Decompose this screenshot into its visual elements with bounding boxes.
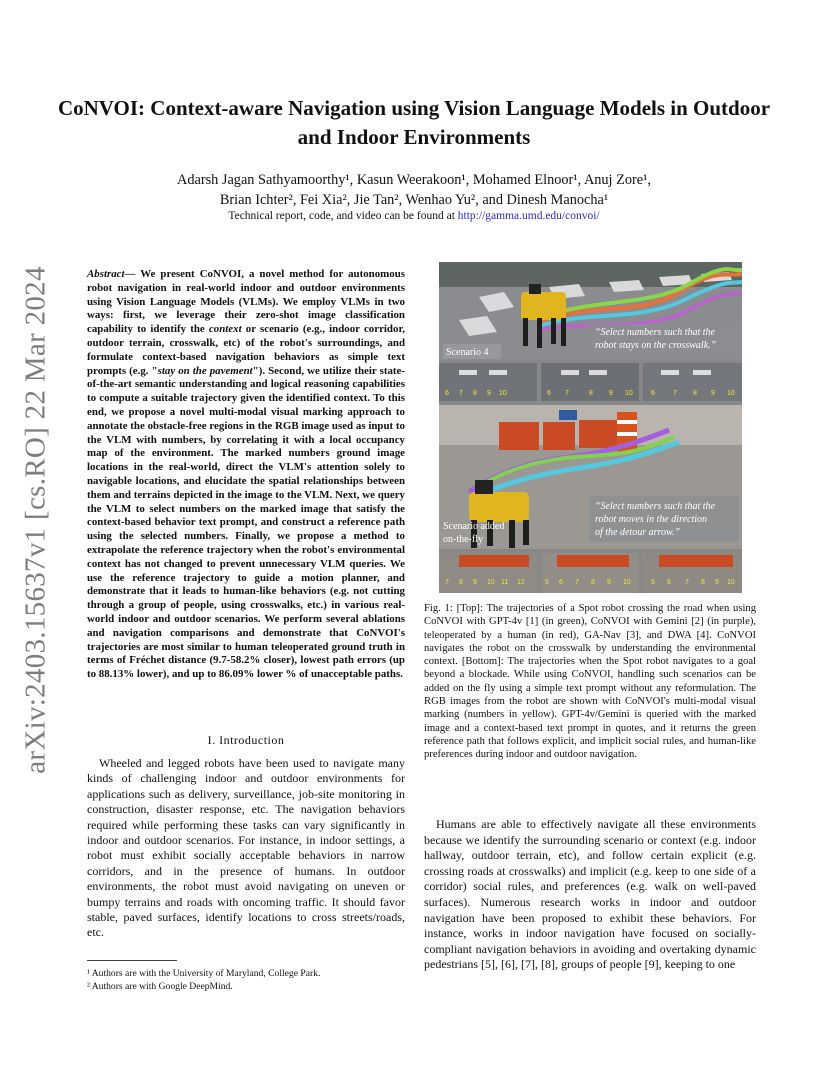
figure-scenario-bottom-line2: on-the-fly xyxy=(443,534,483,545)
figure-quote-bottom-line2: robot moves in the direction xyxy=(595,514,708,525)
abstract-quote: stay on the pavement xyxy=(157,364,253,377)
svg-text:10: 10 xyxy=(727,390,735,397)
abstract-text-1: — We present CoNVOI, a novel method for autonomous robot navigation in real-world indoor and outdoor environments using Vision Language Models (VLMs). We employ VLMs in two ways: first, we leverage their zero-shot image classification capability to identify the xyxy=(87,268,405,336)
svg-text:7: 7 xyxy=(685,579,689,586)
svg-text:10: 10 xyxy=(625,390,633,397)
section-heading: I. Introduction xyxy=(207,733,285,747)
svg-text:6: 6 xyxy=(547,390,551,397)
abstract-text-3: "). Second, we utilize their state-of-the-art semantic understanding and logical reasoning capabilities to compute a suitable trajectory given the identified context. To this end, we propose a novel multi-modal visual marking approach to annotate the obstacle-free regions in the RGB image used as input to the VLM with numbers, by correlating it with a local occupancy map of the environment. The marked numbers ground image locations in the real-world, direct the VLM's attention solely to navigable locations, and elucidate the spatial relationships between them and terrains depicted in the image to the VLM. Next, we query the VLM to select numbers on the marked image that satisfy the context-based behavior text prompt, and construct a reference path using the selected numbers. Finally, we propose a method to extrapolate the reference trajectory when the robot's environmental context has not changed to prevent unnecessary VLM queries. We use the reference trajectory to guide a motion planner, and demonstrate that it leads to human-like behaviors (e.g. not cutting through a group of people, using crosswalks, etc.) in various real-world indoor and outdoor scenarios. We perform several ablations and navigation comparisons and demonstrate that CoNVOI's trajectories are most similar to human teleoperated ground truth in terms of Fréchet distance (9.7-58.2% closer), lowest path errors (up to 88.13% lower), and up to 86.09% lower % of unacceptable paths. xyxy=(87,364,405,681)
svg-text:7: 7 xyxy=(445,579,449,586)
arxiv-id: arXiv:2403.15637v1 [cs.RO] 22 Mar 2024 xyxy=(19,266,52,774)
svg-text:5: 5 xyxy=(651,579,655,586)
footnote-rule xyxy=(87,960,177,961)
footnote-1: ¹ Authors are with the University of Maryland, College Park. xyxy=(87,968,321,979)
abstract xyxy=(87,268,405,682)
project-link[interactable]: http://gamma.umd.edu/convoi/ xyxy=(457,210,600,222)
abstract-context-term: context xyxy=(208,323,242,336)
svg-text:9: 9 xyxy=(711,390,715,397)
figure-quote-top-line2: robot stays on the crosswalk.” xyxy=(595,340,717,351)
author-list xyxy=(60,170,768,210)
figure-scenario-bottom-line1: Scenario added xyxy=(443,521,505,532)
svg-text:7: 7 xyxy=(673,390,677,397)
resource-note xyxy=(60,210,768,222)
svg-text:8: 8 xyxy=(693,390,697,397)
footnotes xyxy=(87,967,405,993)
figure-quote-top-line1: “Select numbers such that the xyxy=(595,327,715,338)
svg-text:9: 9 xyxy=(487,390,491,397)
footnote-2: ² Authors are with Google DeepMind. xyxy=(87,981,233,992)
intro-paragraph: Wheeled and legged robots have been used to navigate many kinds of challenging indoor and outdoor environments for applications such as delivery, surveillance, job-site monitoring in construction, disaster response, etc. The navigation behaviors required while performing these tasks can vary significantly in indoor and outdoor scenarios. For instance, in indoor settings, a robot must exhibit socially acceptable behaviors in narrow corridors, and in the presence of humans. In outdoor environments, the robot must avoid navigating on uneven or bumpy terrains and roads with oncoming traffic. It should favor stable, paved surfaces, identify locations to cross streets/roads, etc. xyxy=(87,756,405,940)
svg-text:10: 10 xyxy=(499,390,507,397)
svg-text:8: 8 xyxy=(701,579,705,586)
svg-text:12: 12 xyxy=(517,579,525,586)
figure-quote-bottom-line1: “Select numbers such that the xyxy=(595,501,715,512)
svg-text:9: 9 xyxy=(473,579,477,586)
svg-text:8: 8 xyxy=(591,579,595,586)
svg-text:8: 8 xyxy=(459,579,463,586)
svg-text:7: 7 xyxy=(459,390,463,397)
svg-text:6: 6 xyxy=(445,390,449,397)
svg-text:10: 10 xyxy=(623,579,631,586)
svg-text:7: 7 xyxy=(565,390,569,397)
paper-title: CoNVOI: Context-aware Navigation using Vision Language Models in Outdoor and Indoor Environments xyxy=(57,96,771,149)
figure-illustration xyxy=(439,262,742,593)
svg-text:9: 9 xyxy=(607,579,611,586)
svg-text:11: 11 xyxy=(501,579,509,586)
svg-text:9: 9 xyxy=(609,390,613,397)
svg-text:7: 7 xyxy=(575,579,579,586)
svg-text:6: 6 xyxy=(559,579,563,586)
svg-text:5: 5 xyxy=(545,579,549,586)
svg-text:9: 9 xyxy=(715,579,719,586)
svg-text:6: 6 xyxy=(667,579,671,586)
arxiv-stamp xyxy=(6,266,66,774)
abstract-label: Abstract xyxy=(87,268,125,280)
figure-1 xyxy=(439,262,742,593)
svg-text:10: 10 xyxy=(487,579,495,586)
figure-quote-bottom-line3: of the detour arrow.” xyxy=(595,527,681,538)
right-column-paragraph: Humans are able to effectively navigate all these environments because we identify the surrounding scenario or context (e.g. indoor hallway, outdoor terrain, etc), and follow certain explicit (e.g. crossing roads at crosswalks) and implicit (e.g. keep to one side of a corridor) social rules, and preferences (e.g. walk on well-paved surfaces). Numerous research works in indoor and outdoor navigation have been proposed to exhibit these behaviors. For instance, works in indoor navigation have focused on socially-compliant navigation behaviors in avoiding and overtaking dynamic pedestrians [5], [6], [7], [8], groups of people [9], keeping to one xyxy=(424,817,756,972)
authors-line-2: Brian Ichter², Fei Xia², Jie Tan², Wenhao Yu², and Dinesh Manocha¹ xyxy=(219,192,609,208)
abstract-text-2: or scenario (e.g., indoor corridor, outdoor terrain, crosswalk, etc) of the robot's surroundings, and formulate context-based navigation behaviors as simple text prompts (e.g. " xyxy=(87,323,405,377)
svg-text:8: 8 xyxy=(589,390,593,397)
svg-text:10: 10 xyxy=(727,579,735,586)
figure-caption: Fig. 1: [Top]: The trajectories of a Spot robot crossing the road when using CoNVOI with GPT-4v [1] (in green), CoNVOI with Gemini [2] (in purple), teleoperated by a human (in red), GA-Nav [3], and DWA [4]. CoNVOI navigates the robot on the crosswalk by understanding the environmental context. [Bottom]: The trajectories when the Spot robot navigates to a goal beyond a blockade. While using CoNVOI, handling such scenarios can be added on the fly using a simple text prompt without any reformulation. The RGB images from the robot are shown with CoNVOI's multi-modal visual marking (numbers in yellow). GPT-4v/Gemini is queried with the marked image and a context-based text prompt in quotes, and it returns the green reference path that follows explicit, and implicit social rules, and human-like preferences during indoor and outdoor navigation. xyxy=(424,603,756,761)
svg-text:6: 6 xyxy=(651,390,655,397)
authors-line-1: Adarsh Jagan Sathyamoorthy¹, Kasun Weerakoon¹, Mohamed Elnoor¹, Anuj Zore¹, xyxy=(177,172,651,188)
figure-scenario-top: Scenario 4 xyxy=(446,347,489,358)
resource-note-text: Technical report, code, and video can be found at xyxy=(228,210,458,222)
svg-text:8: 8 xyxy=(473,390,477,397)
